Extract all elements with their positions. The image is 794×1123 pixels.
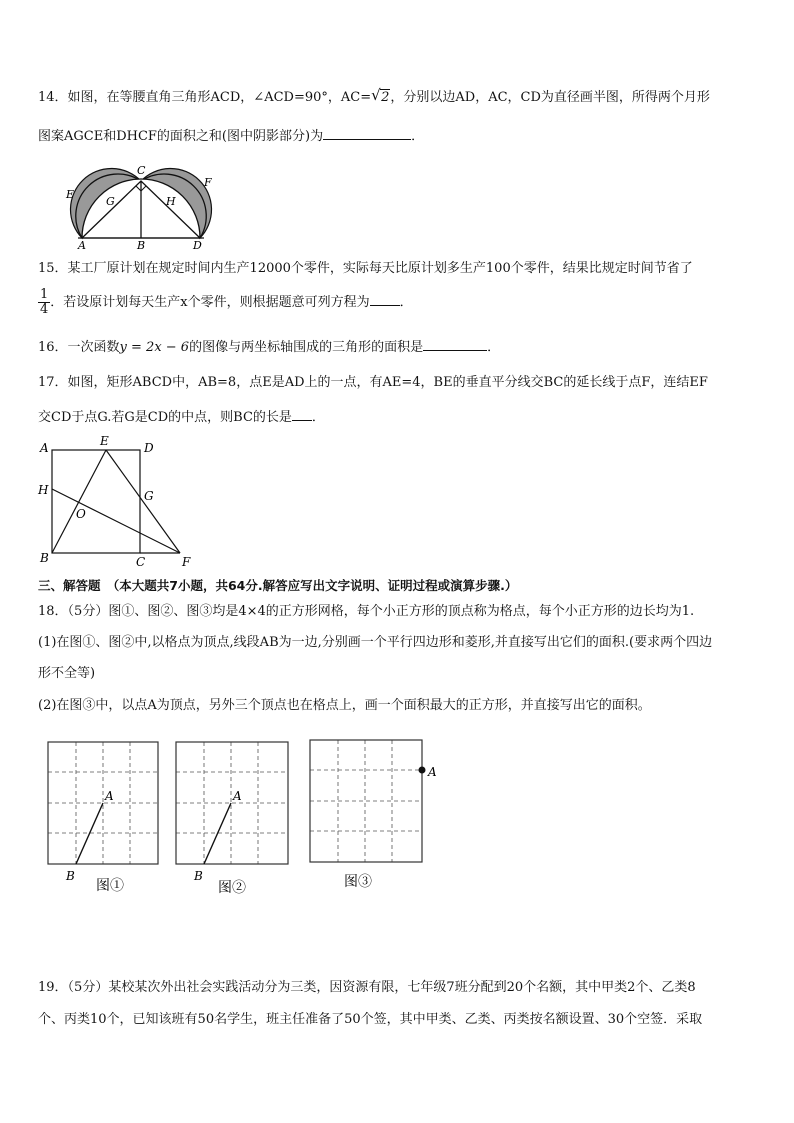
answer-blank [323, 127, 411, 140]
label-h: H [38, 483, 49, 497]
label-f: F [204, 176, 212, 189]
label-d: D [193, 239, 202, 250]
q14-line1: 14．如图，在等腰直角三角形ACD，∠ACD=90°，AC= √ 2，分别以边AD，AC，CD为直径画半图，所得两个月形 [38, 86, 710, 105]
q14-figure [60, 160, 220, 250]
label-b: B [66, 869, 75, 883]
grid-figure-2 [172, 738, 294, 898]
label-o: O [76, 507, 86, 521]
q18-line4: (2)在图③中，以点A为顶点，另外三个顶点也在格点上，画一个面积最大的正方形，并直接写出它的面积。 [38, 698, 651, 713]
label-c: C [137, 164, 146, 177]
grid-figure-3 [306, 736, 446, 896]
label-a: A [40, 441, 49, 455]
label-h: H [166, 195, 176, 208]
q17-figure [36, 432, 196, 572]
q19-line2: 个、丙类10个，已知该班有50名学生，班主任准备了50个签，其中甲类、乙类、丙类按名额设置、30个空签．采取 [38, 1012, 703, 1027]
q14-line2: 图案AGCE和DHCF的面积之和(图中阴影部分)为 ． [38, 129, 425, 144]
q18-line2: (1)在图①、图②中,以格点为顶点,线段AB为一边,分别画一个平行四边形和菱形,并直接写出它们的面积.(要求两个四边 [38, 635, 713, 650]
fraction: $\frac{1}{4}$ [40, 287, 49, 317]
caption-fig2: 图② [218, 880, 246, 896]
answer-blank [423, 338, 487, 351]
label-c: C [136, 555, 146, 569]
label-e: E [100, 434, 109, 448]
label-a: A [428, 765, 437, 779]
label-g: G [106, 195, 115, 208]
q17-line2: 交CD于点G.若G是CD的中点，则BC的长是 ． [38, 410, 325, 425]
sqrt-expression: √ 2 [371, 86, 390, 105]
section-title: 三、解答题 （本大题共7小题，共64分.解答应写出文字说明、证明过程或演算步骤.） [38, 578, 518, 593]
caption-fig1: 图① [96, 878, 124, 894]
point-a [419, 767, 426, 774]
grid-figure-1 [44, 738, 164, 898]
answer-blank [292, 408, 312, 421]
q15-line1: 15．某工厂原计划在规定时间内生产12000个零件，实际每天比原计划多生产100个零件，结果比规定时间节省了 [38, 261, 693, 276]
label-d: D [144, 441, 154, 455]
q16-line: 16．一次函数y = 2x − 6的图像与两坐标轴围成的三角形的面积是 ． [38, 340, 501, 355]
label-b: B [194, 869, 203, 883]
label-b: B [40, 551, 49, 565]
label-a: A [233, 789, 242, 803]
answer-blank [370, 293, 400, 306]
label-a: A [78, 239, 86, 250]
q17-line1: 17．如图，矩形ABCD中，AB=8，点E是AD上的一点，有AE=4，BE的垂直平分线交BC的延长线于点F，连结EF [38, 375, 708, 390]
label-g: G [144, 489, 154, 503]
label-e: E [66, 188, 75, 201]
q18-line1: 18．（5分）图①、图②、图③均是4×4的正方形网格，每个小正方形的顶点称为格点，每个小正方形的边长均为1. [38, 604, 695, 619]
label-b: B [137, 239, 146, 250]
q18-line3: 形不全等) [38, 666, 96, 681]
q15-line2: $\frac{1}{4}$ ．若设原计划每天生产x个零件，则根据题意可列方程为 ． [40, 287, 413, 317]
label-f: F [182, 555, 191, 569]
q19-line1: 19．（5分）某校某次外出社会实践活动分为三类，因资源有限，七年级7班分配到20个名额，其中甲类2个、乙类8 [38, 980, 696, 995]
label-a: A [105, 789, 114, 803]
caption-fig3: 图③ [344, 874, 372, 890]
